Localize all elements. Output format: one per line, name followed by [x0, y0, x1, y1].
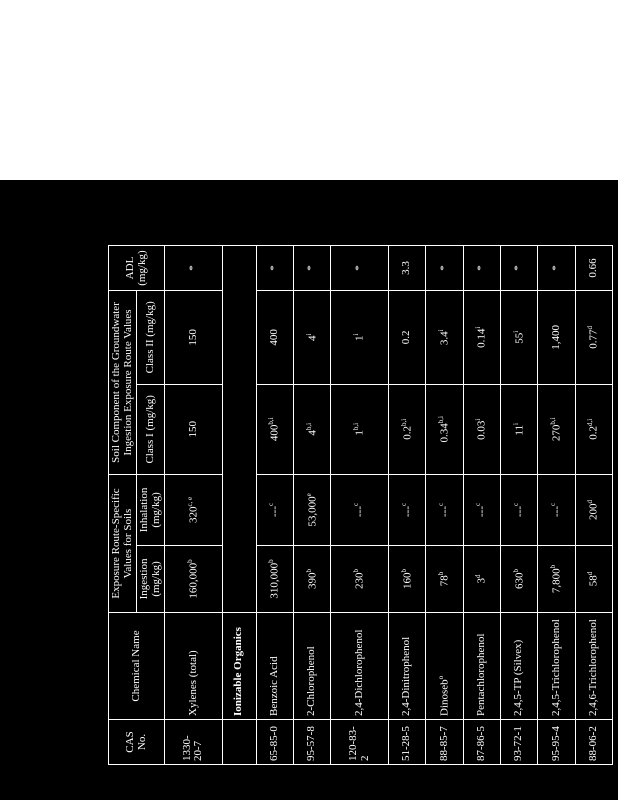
class1-cell-value: 1 [353, 430, 366, 436]
header-inhalation: Inhalation (mg/kg) [137, 474, 165, 545]
chemical-name-cell-value: Dinoseb [438, 679, 451, 716]
chemical-name-cell-value: 2,4,6-Trichlorophenol [587, 619, 600, 716]
adl-cell-value: * [186, 265, 199, 271]
adl-cell [388, 246, 425, 291]
adl-cell [294, 246, 331, 291]
table-row [388, 246, 425, 765]
class2-cell-value: 150 [186, 329, 199, 346]
header-cas: CAS No. [109, 720, 165, 765]
header-class1: Class I (mg/kg) [137, 384, 165, 474]
adl-cell-value: * [475, 265, 488, 271]
chemical-name-cell-value: Xylenes (total) [186, 650, 199, 716]
cas-cell [426, 720, 463, 765]
class1-cell [331, 384, 389, 474]
ingestion-cell-value: 230 [353, 572, 366, 589]
class1-footnote: b,i [304, 422, 313, 431]
cas-cell-value: 95-57-8 [305, 726, 318, 761]
ingestion-cell [256, 545, 293, 612]
ingestion-cell-value: 7,800 [550, 568, 563, 594]
class1-cell-value: 4 [306, 430, 319, 436]
cas-cell-value: 65-85-0 [268, 726, 281, 761]
class1-cell-value: 270 [550, 424, 563, 442]
class1-footnote: d,i [586, 418, 595, 427]
cas-cell-value: 51-28-5 [400, 726, 413, 761]
ingestion-footnote: b [399, 568, 408, 573]
class2-cell [388, 291, 425, 385]
adl-cell-value: * [437, 265, 450, 271]
table-row [463, 246, 500, 765]
cas-cell-value: 95-95-4 [549, 726, 562, 761]
ingestion-cell-value: 3 [475, 577, 488, 584]
cas-cell [388, 720, 425, 765]
table-row [294, 246, 331, 765]
table-row [575, 246, 612, 765]
table-row [256, 246, 293, 765]
header-ingestion: Ingestion (mg/kg) [137, 545, 165, 612]
adl-cell-value: * [352, 265, 365, 271]
class2-cell-value: 1 [353, 335, 366, 342]
ingestion-cell [165, 545, 223, 612]
inhalation-cell [256, 474, 293, 545]
header-adl: ADL (mg/kg) [109, 246, 165, 291]
inhalation-cell-value: --- [401, 506, 414, 517]
class1-cell-value: 0.03 [475, 420, 488, 440]
class2-cell-value: 4 [306, 335, 319, 342]
inhalation-cell [165, 474, 223, 545]
table-row [165, 246, 223, 765]
inhalation-cell [575, 474, 612, 545]
chemical-name-cell [463, 613, 500, 720]
ingestion-cell [388, 545, 425, 612]
ingestion-cell-value: 160 [401, 572, 414, 589]
ingestion-cell [575, 545, 612, 612]
inhalation-cell-value: 53,000 [306, 496, 319, 527]
class1-cell-value: 0.34 [438, 423, 451, 443]
cas-cell-value: 87-86-5 [475, 726, 488, 761]
class1-cell [463, 384, 500, 474]
ingestion-cell [294, 545, 331, 612]
class2-cell-value: 400 [268, 329, 281, 346]
cas-cell [575, 720, 612, 765]
class1-cell [426, 384, 463, 474]
inhalation-cell [388, 474, 425, 545]
class2-footnote: i [304, 333, 313, 336]
class1-cell-value: 0.2 [401, 426, 414, 440]
chemical-name-cell-value: 2,4-Dinitrophenol [400, 636, 413, 716]
inhalation-footnote: c [511, 502, 520, 506]
inhalation-footnote: c [267, 502, 276, 506]
inhalation-cell [331, 474, 389, 545]
inhalation-footnote: c [399, 502, 408, 506]
ingestion-cell-value: 390 [306, 572, 319, 589]
chemical-name-cell [500, 613, 537, 720]
inhalation-cell [426, 474, 463, 545]
cas-cell [331, 720, 389, 765]
name-footnote: o [436, 675, 445, 680]
ingestion-cell-value: 310,000 [268, 562, 281, 599]
inhalation-cell-value: 200 [587, 503, 600, 520]
ingestion-footnote: d [586, 571, 595, 576]
header-exposure-group: Exposure Route-Specific Values for Soils [109, 474, 137, 612]
class1-cell [165, 384, 223, 474]
class1-footnote: b,i [399, 418, 408, 427]
ingestion-cell [426, 545, 463, 612]
ingestion-cell-value: 630 [513, 572, 526, 589]
ingestion-footnote: b [267, 559, 276, 563]
adl-cell [500, 246, 537, 291]
chemical-name-cell [294, 613, 331, 720]
class1-cell [538, 384, 575, 474]
cas-cell-value: 1330-20-7 [180, 735, 205, 761]
inhalation-footnote: c [548, 502, 557, 506]
table-row [538, 246, 575, 765]
chemical-name-cell [331, 613, 389, 720]
chemical-name-cell-value: Benzoic Acid [268, 656, 281, 716]
ingestion-cell-value: 160,000 [187, 562, 200, 599]
class1-cell [256, 384, 293, 474]
class2-footnote: d [586, 325, 595, 330]
chemical-name-cell-value: 2,4-Dichlorophenol [352, 629, 365, 716]
chemical-name-cell-value: 2,4,5-Trichlorophenol [549, 619, 562, 716]
ingestion-footnote: b [185, 559, 194, 563]
adl-cell [331, 246, 389, 291]
class1-cell [294, 384, 331, 474]
ingestion-footnote: b [352, 568, 361, 573]
class1-cell [575, 384, 612, 474]
class2-cell-value: 0.14 [475, 328, 488, 348]
class2-cell-value: 3.4 [438, 331, 451, 346]
ingestion-footnote: b [436, 571, 445, 576]
class2-cell-value: 1,400 [549, 324, 562, 350]
class2-cell [463, 291, 500, 385]
chemical-name-cell [426, 613, 463, 720]
class1-cell-value: 0.2 [587, 426, 600, 440]
adl-cell [538, 246, 575, 291]
inhalation-cell [538, 474, 575, 545]
adl-cell-value: * [512, 265, 525, 271]
adl-cell [575, 246, 612, 291]
cas-cell-value: 120-83-2 [347, 726, 371, 761]
adl-cell [463, 246, 500, 291]
ingestion-cell [538, 545, 575, 612]
chemical-name-cell [538, 613, 575, 720]
inhalation-footnote: d [586, 499, 595, 504]
inhalation-cell-value: --- [268, 506, 281, 517]
table-row [331, 246, 389, 765]
chemical-name-cell [575, 613, 612, 720]
ingestion-cell-value: 78 [438, 575, 451, 587]
class1-cell-value: 400 [268, 424, 281, 442]
class2-cell [426, 291, 463, 385]
inhalation-cell-value: --- [438, 506, 451, 517]
chemical-name-cell-value: Pentachlorophenol [475, 633, 488, 716]
chemical-name-cell [388, 613, 425, 720]
cas-cell-value: 93-72-1 [512, 726, 525, 761]
inhalation-footnote: c [474, 502, 483, 506]
adl-cell [256, 246, 293, 291]
class1-cell-value: 150 [186, 421, 199, 438]
class2-cell-value: 0.77 [587, 329, 600, 349]
chemical-name-cell [256, 613, 293, 720]
inhalation-footnote: c [436, 502, 445, 506]
cas-cell [538, 720, 575, 765]
header-chemical-name: Chemical Name [109, 613, 165, 720]
section-empty-cell [222, 246, 256, 613]
ingestion-footnote: d [474, 574, 483, 578]
chemical-name-cell [165, 613, 223, 720]
adl-cell [165, 246, 223, 291]
class2-cell-value: 55 [513, 332, 526, 344]
class1-footnote: b,i [352, 422, 361, 431]
class2-cell [331, 291, 389, 385]
ingestion-cell [463, 545, 500, 612]
cas-cell [500, 720, 537, 765]
class2-cell [500, 291, 537, 385]
cas-cell [463, 720, 500, 765]
adl-cell-value: 0.66 [587, 258, 600, 278]
section-cas-cell [222, 720, 256, 765]
chemical-name-cell-value: 2-Chlorophenol [305, 646, 318, 716]
ingestion-cell [500, 545, 537, 612]
class2-cell [294, 291, 331, 385]
header-soil-group: Soil Component of the Groundwater Ingestion Exposure Route Values [109, 291, 137, 475]
table-row [500, 246, 537, 765]
chemical-name-cell-value: 2,4,5-TP (Silvex) [512, 639, 525, 716]
cas-cell [294, 720, 331, 765]
inhalation-cell-value: --- [513, 506, 526, 517]
ingestion-footnote: b [304, 568, 313, 573]
adl-cell-value: 3.3 [400, 261, 413, 275]
cas-cell-value: 88-85-7 [437, 726, 450, 761]
table-rotator [108, 250, 613, 765]
inhalation-footnote: c [352, 502, 361, 506]
table-row [222, 246, 256, 765]
soil-values-table [108, 245, 613, 765]
class1-footnote: b,i [548, 417, 557, 425]
section-label [222, 613, 256, 720]
class1-footnote: i [474, 418, 483, 421]
class2-footnote: i [474, 326, 483, 329]
class2-cell [256, 291, 293, 385]
class2-cell [575, 291, 612, 385]
adl-cell-value: * [268, 265, 281, 271]
table-body [165, 246, 613, 765]
table-row [426, 246, 463, 765]
class1-footnote: b,i [436, 416, 445, 424]
inhalation-cell-value: --- [353, 506, 366, 517]
class2-footnote: i [436, 329, 445, 332]
cas-cell-value: 88-06-2 [587, 726, 600, 761]
class2-cell [165, 291, 223, 385]
cas-cell [165, 720, 223, 765]
inhalation-cell [294, 474, 331, 545]
inhalation-footnote: e [304, 493, 313, 497]
cas-cell [256, 720, 293, 765]
ingestion-cell [331, 545, 389, 612]
inhalation-cell-value: 320 [187, 506, 200, 524]
ingestion-footnote: b [511, 568, 520, 573]
inhalation-cell [500, 474, 537, 545]
ingestion-footnote: b [548, 564, 557, 569]
inhalation-cell-value: --- [550, 506, 563, 517]
class1-cell [500, 384, 537, 474]
section-label-value: Ionizable Organics [232, 627, 245, 716]
adl-cell-value: * [549, 265, 562, 271]
class1-footnote: b,i [267, 417, 276, 425]
inhalation-cell-value: --- [475, 506, 488, 517]
class1-footnote: i [511, 423, 520, 425]
header-class2: Class II (mg/kg) [137, 291, 165, 385]
class2-cell-value: 0.2 [400, 330, 413, 345]
inhalation-cell [463, 474, 500, 545]
ingestion-cell-value: 58 [587, 575, 600, 587]
class1-cell [388, 384, 425, 474]
adl-cell [426, 246, 463, 291]
class1-cell-value: 11 [513, 424, 526, 436]
inhalation-footnote: c, e [185, 496, 194, 507]
class2-footnote: i [511, 330, 520, 333]
class2-cell [538, 291, 575, 385]
adl-cell-value: * [305, 265, 318, 271]
class2-footnote: i [352, 333, 361, 336]
